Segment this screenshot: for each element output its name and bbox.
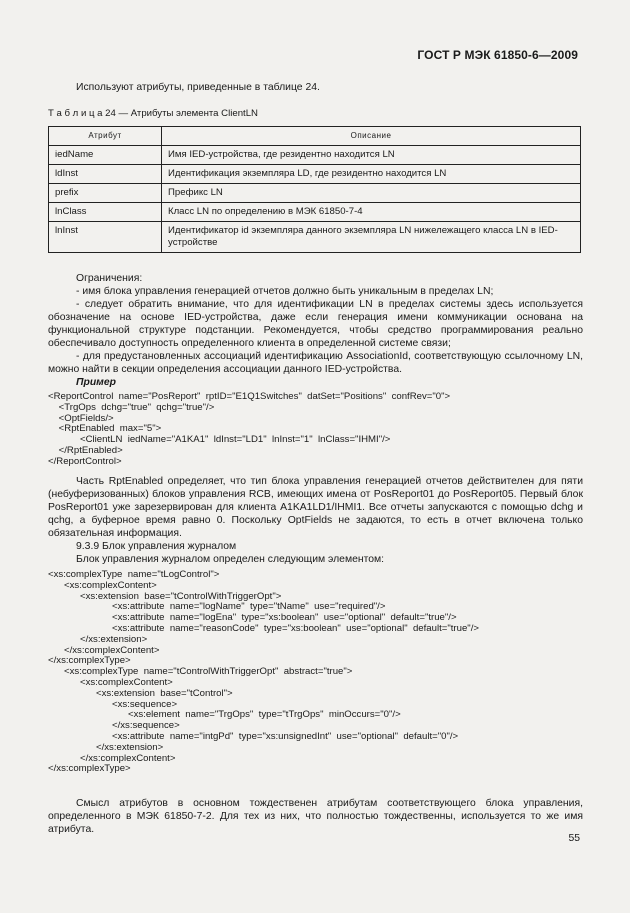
restriction-3: - для предустановленных ассоциаций идентификацию AssociationId, соответствующую ссылочному LN, можно найти в секции определения ассоциации данного IED-устройства. — [48, 351, 583, 375]
document-header: ГОСТ Р МЭК 61850-6—2009 — [417, 48, 578, 62]
code-line: <xs:attribute name="logEna" type="xs:boolean" use="optional" default="true"/> — [48, 612, 457, 624]
attr-cell: iedName — [49, 146, 162, 165]
code-line: <ClientLN iedName="A1KA1" ldInst="LD1" lnInst="1" lnClass="IHMI"/> — [48, 434, 391, 446]
code-line: <xs:attribute name="reasonCode" type="xs:boolean" use="optional" default="true"/> — [48, 622, 479, 634]
closing-paragraph: Смысл атрибутов в основном тождественен атрибутам соответствующего блока управления, определенного в МЭК 61850-7-2. Для тех из них, что полностью тождественны, используется то же имя атрибута. — [48, 798, 583, 835]
table-row — [49, 222, 581, 253]
code-line: <xs:element name="TrgOps" type="tTrgOps" minOccurs="0"/> — [48, 709, 401, 721]
code-line: </ReportControl> — [48, 455, 122, 467]
desc-cell: Префикс LN — [162, 184, 581, 203]
restrictions-title: Ограничения: — [76, 273, 143, 284]
table-row — [49, 165, 581, 184]
code-line: <xs:complexType name="tLogControl"> — [48, 569, 220, 580]
code-line: </RptEnabled> — [48, 444, 123, 456]
section-intro: Блок управления журналом определен следующим элементом: — [76, 554, 385, 565]
code-line: </xs:complexType> — [48, 763, 131, 775]
restriction-2: - следует обратить внимание, что для идентификации LN в пределах системы здесь используется обозначение на основе IED-устройства, даже если генерация имени коммуникации основана на функциональной структуре подстанции. Рекомендуется, чтобы средство программирования реально обеспечивало доступность определенного клиента в определенной системе связи; — [48, 299, 583, 349]
code-line: <ReportControl name="PosReport" rptID="E1Q1Switches" datSet="Positions" confRev="0"> — [48, 391, 451, 402]
desc-cell: Имя IED-устройства, где резидентно находится LN — [162, 146, 581, 165]
code-line: <xs:attribute name="intgPd" type="xs:unsignedInt" use="optional" default="0"/> — [48, 730, 459, 742]
example-code — [48, 392, 450, 468]
explanation-block — [48, 475, 583, 566]
column-header-description: Описание — [162, 127, 581, 146]
intro-text: Используют атрибуты, приведенные в таблице 24. — [76, 82, 320, 93]
restrictions-block — [48, 272, 583, 389]
code-line: <xs:attribute name="logName" type="tName" use="required"/> — [48, 601, 386, 613]
restriction-1: - имя блока управления генерацией отчетов должно быть уникальным в пределах LN; — [76, 286, 494, 297]
attr-cell: ldInst — [49, 165, 162, 184]
code-line: <xs:extension base="tControl"> — [48, 687, 233, 699]
code-line: </xs:extension> — [48, 633, 148, 645]
desc-cell: Идентификатор id экземпляра данного экземпляра LN нижележащего класса LN в IED-устройстве — [162, 222, 581, 253]
section-heading: 9.3.9 Блок управления журналом — [76, 541, 237, 552]
code-line: </xs:sequence> — [48, 720, 180, 732]
column-header-attribute: Атрибут — [49, 127, 162, 146]
schema-code — [48, 570, 479, 775]
code-line: <xs:complexContent> — [48, 676, 173, 688]
code-line: </xs:complexContent> — [48, 752, 176, 764]
code-line: </xs:complexContent> — [48, 644, 160, 656]
code-line: <OptFields/> — [48, 412, 114, 424]
code-line: <xs:extension base="tControlWithTriggerOpt"> — [48, 590, 282, 602]
paragraph-rptenabled: Часть RptEnabled определяет, что тип блока управления генерацией отчетов действителен для пяти (небуферизованных) блоков управления RCB, имеющих имена от PosReport01 до PosReport05. Первый блок PosReport01 уже зарезервирован для клиента A1KA1LD1/IHMI1. Все отчеты запускаются с помощью dchg и qchg, а буферное время равно 0. Поскольку OptFields не задаются, то есть в отчет включена только обязательная информация. — [48, 476, 583, 539]
example-label: Пример — [76, 377, 116, 388]
attr-cell: prefix — [49, 184, 162, 203]
code-line: <xs:complexContent> — [48, 579, 157, 591]
desc-cell: Класс LN по определению в МЭК 61850-7-4 — [162, 203, 581, 222]
code-line: <RptEnabled max="5"> — [48, 423, 162, 435]
table-caption: Т а б л и ц а 24 — Атрибуты элемента ClientLN — [48, 108, 258, 119]
page-number: 55 — [568, 833, 580, 844]
code-line: <xs:complexType name="tControlWithTriggerOpt" abstract="true"> — [48, 666, 353, 678]
attributes-table — [48, 126, 581, 253]
attr-cell: lnInst — [49, 222, 162, 253]
code-line: </xs:extension> — [48, 741, 164, 753]
table-row — [49, 146, 581, 165]
table-row — [49, 184, 581, 203]
code-line: <xs:sequence> — [48, 698, 178, 710]
closing-block — [48, 797, 583, 836]
code-line: <TrgOps dchg="true" qchg="true"/> — [48, 401, 215, 413]
attr-cell: lnClass — [49, 203, 162, 222]
desc-cell: Идентификация экземпляра LD, где резидентно находится LN — [162, 165, 581, 184]
code-line: </xs:complexType> — [48, 655, 131, 667]
table-row — [49, 203, 581, 222]
